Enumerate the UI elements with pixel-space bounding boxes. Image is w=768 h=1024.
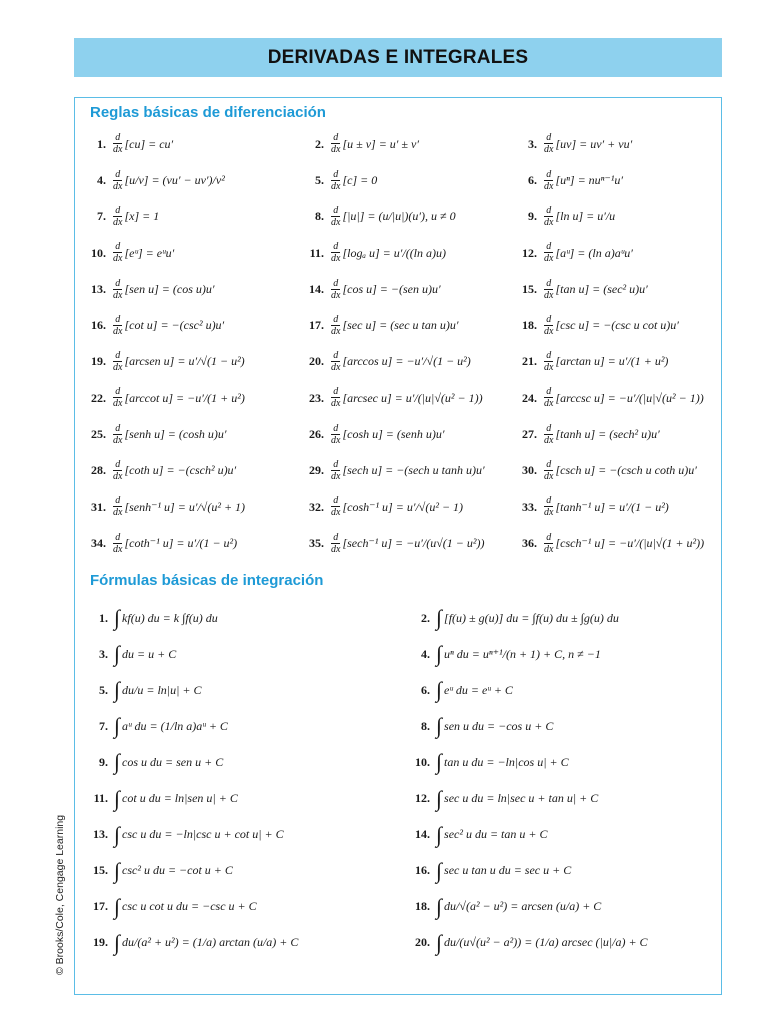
formula-text: du/(a² + u²) = (1/a) arctan (u/a) + C	[122, 935, 299, 950]
formula-text: cot u du = ln|sen u| + C	[122, 791, 238, 806]
rule-number: 33.	[522, 499, 537, 514]
integral-sign: ∫	[114, 749, 121, 775]
integral-formula	[86, 636, 408, 672]
integral-formula	[408, 672, 716, 708]
derivative-operator: $\frac{d}{dx}$	[331, 422, 341, 446]
derivative-rule	[86, 235, 304, 271]
rule-number: 34.	[91, 535, 106, 550]
formula-number: 16.	[415, 863, 430, 878]
rule-formula: [sec u] = (sec u tan u)u′	[342, 318, 459, 333]
page-title: DERIVADAS E INTEGRALES	[267, 46, 529, 68]
rule-formula: [cosh u] = (senh u)u′	[342, 427, 445, 442]
integral-formula	[86, 744, 408, 780]
formula-text: cos u du = sen u + C	[122, 754, 224, 769]
rule-number: 15.	[522, 281, 537, 296]
derivative-rule	[304, 489, 517, 525]
derivative-operator: $\frac{d}{dx}$	[544, 495, 554, 519]
formula-number: 6.	[421, 682, 430, 697]
rule-number: 23.	[309, 390, 324, 405]
derivative-rule	[517, 525, 717, 561]
derivative-operator: $\frac{d}{dx}$	[113, 204, 123, 228]
integral-formula	[86, 780, 408, 816]
formula-number: 15.	[93, 863, 108, 878]
rule-formula: [arccot u] = −u′/(1 + u²)	[124, 390, 245, 405]
rule-formula: [cot u] = −(csc² u)u′	[124, 318, 225, 333]
derivative-rule	[304, 271, 517, 307]
integral-sign: ∫	[436, 929, 443, 955]
derivative-rule	[517, 380, 717, 416]
derivative-operator: $\frac{d}{dx}$	[544, 422, 554, 446]
rule-formula: [cosh⁻¹ u] = u′/√(u² − 1)	[342, 499, 464, 514]
page-banner	[74, 38, 722, 77]
formula-text: sec² u du = tan u + C	[444, 827, 548, 842]
derivative-rule	[86, 344, 304, 380]
rule-number: 2.	[315, 136, 324, 151]
derivative-operator: $\frac{d}{dx}$	[113, 459, 123, 483]
rule-number: 16.	[91, 318, 106, 333]
formula-number: 12.	[415, 791, 430, 806]
rule-formula: [arccos u] = −u′/√(1 − u²)	[342, 354, 471, 369]
rule-formula: [arcsec u] = u′/(|u|√(u² − 1))	[342, 390, 483, 405]
derivative-rule	[86, 199, 304, 235]
rule-formula: [x] = 1	[124, 209, 160, 224]
rule-number: 19.	[91, 354, 106, 369]
derivative-rule	[304, 525, 517, 561]
rule-number: 31.	[91, 499, 106, 514]
derivative-operator: $\frac{d}{dx}$	[544, 459, 554, 483]
formula-number: 4.	[421, 646, 430, 661]
formula-text: uⁿ du = uⁿ⁺¹/(n + 1) + C, n ≠ −1	[444, 646, 601, 661]
derivative-operator: $\frac{d}{dx}$	[113, 168, 123, 192]
rule-formula: [u ± v] = u′ ± v′	[342, 136, 419, 151]
rule-number: 13.	[91, 281, 106, 296]
derivative-rule	[86, 453, 304, 489]
derivative-rule	[304, 453, 517, 489]
derivative-rule	[304, 162, 517, 198]
rule-number: 11.	[309, 245, 324, 260]
derivative-operator: $\frac{d}{dx}$	[544, 168, 554, 192]
derivative-rule	[86, 162, 304, 198]
rule-formula: [eᵘ] = eᵘu′	[124, 245, 175, 260]
formula-number: 18.	[415, 899, 430, 914]
formula-text: sen u du = −cos u + C	[444, 718, 554, 733]
rule-formula: [coth u] = −(csch² u)u′	[124, 463, 237, 478]
rule-number: 22.	[91, 390, 106, 405]
rule-number: 14.	[309, 281, 324, 296]
derivative-operator: $\frac{d}{dx}$	[544, 132, 554, 156]
derivative-operator: $\frac{d}{dx}$	[113, 531, 123, 555]
derivative-rule	[517, 453, 717, 489]
rule-number: 17.	[309, 318, 324, 333]
integral-sign: ∫	[436, 821, 443, 847]
integral-formula	[408, 817, 716, 853]
formula-text: aᵘ du = (1/ln a)aᵘ + C	[122, 718, 228, 733]
derivative-rule	[86, 416, 304, 452]
derivative-rule	[517, 271, 717, 307]
rule-formula: [uⁿ] = nuⁿ⁻¹u′	[555, 172, 624, 187]
rule-number: 36.	[522, 535, 537, 550]
integral-sign: ∫	[114, 929, 121, 955]
rule-formula: [tanh u] = (sech² u)u′	[555, 427, 660, 442]
derivative-rule	[304, 235, 517, 271]
rule-formula: [arctan u] = u′/(1 + u²)	[555, 354, 669, 369]
derivative-operator: $\frac{d}{dx}$	[331, 495, 341, 519]
rule-number: 5.	[315, 172, 324, 187]
rule-number: 4.	[97, 172, 106, 187]
integral-sign: ∫	[114, 857, 121, 883]
formula-number: 19.	[93, 935, 108, 950]
rule-number: 26.	[309, 427, 324, 442]
rule-formula: [ln u] = u′/u	[555, 209, 616, 224]
integral-sign: ∫	[114, 641, 121, 667]
derivative-operator: $\frac{d}{dx}$	[544, 277, 554, 301]
rule-formula: [logₐ u] = u′/((ln a)u)	[342, 245, 447, 260]
rule-number: 7.	[97, 209, 106, 224]
integrals-grid	[86, 600, 716, 961]
derivative-operator: $\frac{d}{dx}$	[331, 350, 341, 374]
rule-number: 29.	[309, 463, 324, 478]
integral-formula	[86, 853, 408, 889]
formula-text: eᵘ du = eᵘ + C	[444, 682, 513, 697]
derivative-operator: $\frac{d}{dx}$	[331, 386, 341, 410]
formula-text: du/√(a² − u²) = arcsen (u/a) + C	[444, 899, 602, 914]
formula-text: du/u = ln|u| + C	[122, 682, 202, 697]
formula-number: 2.	[421, 610, 430, 625]
integral-sign: ∫	[436, 641, 443, 667]
derivative-rule	[86, 126, 304, 162]
rule-number: 35.	[309, 535, 324, 550]
formula-number: 3.	[99, 646, 108, 661]
integral-formula	[408, 889, 716, 925]
integral-formula	[86, 708, 408, 744]
rule-formula: [csch⁻¹ u] = −u′/(|u|√(1 + u²))	[555, 535, 705, 550]
derivative-rule	[517, 199, 717, 235]
derivative-rule	[517, 344, 717, 380]
formula-number: 10.	[415, 754, 430, 769]
copyright-credit: © Brooks/Cole, Cengage Learning	[54, 814, 66, 975]
integral-sign: ∫	[436, 677, 443, 703]
integral-sign: ∫	[114, 821, 121, 847]
rule-formula: [csch u] = −(csch u coth u)u′	[555, 463, 697, 478]
formula-number: 7.	[99, 718, 108, 733]
rule-number: 18.	[522, 318, 537, 333]
derivative-rule	[304, 380, 517, 416]
formula-number: 20.	[415, 935, 430, 950]
integral-formula	[86, 889, 408, 925]
integral-sign: ∫	[436, 857, 443, 883]
formula-text: csc² u du = −cot u + C	[122, 863, 233, 878]
rule-number: 32.	[309, 499, 324, 514]
integral-formula	[408, 636, 716, 672]
rule-formula: [u/v] = (vu′ − uv′)/v²	[124, 172, 225, 187]
derivative-rule	[517, 307, 717, 343]
formula-text: du = u + C	[122, 646, 177, 661]
integral-formula	[86, 600, 408, 636]
integral-sign: ∫	[114, 713, 121, 739]
derivative-operator: $\frac{d}{dx}$	[331, 204, 341, 228]
derivative-rule	[86, 307, 304, 343]
integral-sign: ∫	[114, 605, 121, 631]
rule-formula: [uv] = uv′ + vu′	[555, 136, 633, 151]
rule-formula: [c] = 0	[342, 172, 378, 187]
rule-formula: [|u|] = (u/|u|)(u′), u ≠ 0	[342, 209, 456, 224]
rule-formula: [senh u] = (cosh u)u′	[124, 427, 227, 442]
derivative-operator: $\frac{d}{dx}$	[331, 459, 341, 483]
rule-number: 25.	[91, 427, 106, 442]
derivative-operator: $\frac{d}{dx}$	[113, 422, 123, 446]
integral-formula	[408, 780, 716, 816]
derivative-rule	[304, 416, 517, 452]
derivative-operator: $\frac{d}{dx}$	[544, 386, 554, 410]
formula-number: 11.	[93, 791, 108, 806]
formula-number: 17.	[93, 899, 108, 914]
rule-number: 24.	[522, 390, 537, 405]
derivatives-section-title: Reglas básicas de diferenciación	[90, 104, 326, 121]
integral-sign: ∫	[114, 893, 121, 919]
derivative-operator: $\frac{d}{dx}$	[544, 241, 554, 265]
derivative-rule	[517, 162, 717, 198]
integrals-section-title: Fórmulas básicas de integración	[90, 572, 324, 589]
rule-number: 1.	[97, 136, 106, 151]
derivative-operator: $\frac{d}{dx}$	[331, 313, 341, 337]
derivative-rule	[86, 489, 304, 525]
derivative-operator: $\frac{d}{dx}$	[113, 277, 123, 301]
derivative-rule	[517, 235, 717, 271]
formula-number: 9.	[99, 754, 108, 769]
formula-text: du/(u√(u² − a²)) = (1/a) arcsec (|u|/a) + C	[444, 935, 648, 950]
rule-formula: [sech u] = −(sech u tanh u)u′	[342, 463, 485, 478]
integral-formula	[86, 925, 408, 961]
formula-text: [f(u) ± g(u)] du = ∫f(u) du ± ∫g(u) du	[444, 610, 619, 625]
rule-number: 28.	[91, 463, 106, 478]
integral-sign: ∫	[114, 785, 121, 811]
rule-formula: [tanh⁻¹ u] = u′/(1 − u²)	[555, 499, 669, 514]
integral-formula	[86, 817, 408, 853]
rule-formula: [tan u] = (sec² u)u′	[555, 281, 648, 296]
rule-formula: [aᵘ] = (ln a)aᵘu′	[555, 245, 633, 260]
rule-number: 12.	[522, 245, 537, 260]
derivative-operator: $\frac{d}{dx}$	[331, 241, 341, 265]
derivative-rule	[304, 344, 517, 380]
derivative-rule	[304, 199, 517, 235]
derivative-rule	[86, 380, 304, 416]
rule-formula: [arcsen u] = u′/√(1 − u²)	[124, 354, 245, 369]
derivative-operator: $\frac{d}{dx}$	[331, 132, 341, 156]
rule-number: 27.	[522, 427, 537, 442]
integral-formula	[408, 744, 716, 780]
rule-number: 8.	[315, 209, 324, 224]
derivative-operator: $\frac{d}{dx}$	[544, 313, 554, 337]
rule-formula: [cu] = cu′	[124, 136, 174, 151]
derivative-operator: $\frac{d}{dx}$	[331, 531, 341, 555]
formula-number: 1.	[99, 610, 108, 625]
integral-formula	[86, 672, 408, 708]
formula-number: 14.	[415, 827, 430, 842]
rule-formula: [arccsc u] = −u′/(|u|√(u² − 1))	[555, 390, 704, 405]
formula-text: csc u cot u du = −csc u + C	[122, 899, 257, 914]
integral-sign: ∫	[436, 713, 443, 739]
formula-number: 13.	[93, 827, 108, 842]
derivative-operator: $\frac{d}{dx}$	[113, 132, 123, 156]
derivative-operator: $\frac{d}{dx}$	[331, 168, 341, 192]
formula-text: kf(u) du = k ∫f(u) du	[122, 610, 218, 625]
formula-number: 5.	[99, 682, 108, 697]
derivative-operator: $\frac{d}{dx}$	[113, 350, 123, 374]
rule-number: 20.	[309, 354, 324, 369]
formula-text: sec u tan u du = sec u + C	[444, 863, 572, 878]
integral-sign: ∫	[114, 677, 121, 703]
rule-formula: [csc u] = −(csc u cot u)u′	[555, 318, 679, 333]
derivative-operator: $\frac{d}{dx}$	[113, 495, 123, 519]
formula-text: sec u du = ln|sec u + tan u| + C	[444, 791, 599, 806]
integral-formula	[408, 925, 716, 961]
derivative-rule	[517, 489, 717, 525]
derivative-operator: $\frac{d}{dx}$	[331, 277, 341, 301]
derivative-rule	[86, 525, 304, 561]
derivative-operator: $\frac{d}{dx}$	[113, 241, 123, 265]
derivative-rule	[304, 307, 517, 343]
integral-formula	[408, 600, 716, 636]
rule-formula: [senh⁻¹ u] = u′/√(u² + 1)	[124, 499, 246, 514]
derivative-operator: $\frac{d}{dx}$	[544, 204, 554, 228]
formula-text: tan u du = −ln|cos u| + C	[444, 754, 569, 769]
integral-sign: ∫	[436, 605, 443, 631]
formula-number: 8.	[421, 718, 430, 733]
rule-formula: [sen u] = (cos u)u′	[124, 281, 215, 296]
integral-sign: ∫	[436, 749, 443, 775]
rule-number: 3.	[528, 136, 537, 151]
rule-number: 6.	[528, 172, 537, 187]
derivative-rule	[304, 126, 517, 162]
derivative-rule	[86, 271, 304, 307]
derivative-operator: $\frac{d}{dx}$	[544, 531, 554, 555]
derivative-operator: $\frac{d}{dx}$	[113, 313, 123, 337]
integral-sign: ∫	[436, 893, 443, 919]
derivative-operator: $\frac{d}{dx}$	[544, 350, 554, 374]
integral-formula	[408, 708, 716, 744]
derivatives-grid	[86, 126, 716, 562]
integral-formula	[408, 853, 716, 889]
rule-formula: [coth⁻¹ u] = u′/(1 − u²)	[124, 535, 238, 550]
formula-text: csc u du = −ln|csc u + cot u| + C	[122, 827, 284, 842]
rule-number: 10.	[91, 245, 106, 260]
rule-number: 21.	[522, 354, 537, 369]
derivative-rule	[517, 416, 717, 452]
derivative-operator: $\frac{d}{dx}$	[113, 386, 123, 410]
rule-number: 30.	[522, 463, 537, 478]
rule-formula: [sech⁻¹ u] = −u′/(u√(1 − u²))	[342, 535, 485, 550]
derivative-rule	[517, 126, 717, 162]
rule-formula: [cos u] = −(sen u)u′	[342, 281, 441, 296]
integral-sign: ∫	[436, 785, 443, 811]
rule-number: 9.	[528, 209, 537, 224]
